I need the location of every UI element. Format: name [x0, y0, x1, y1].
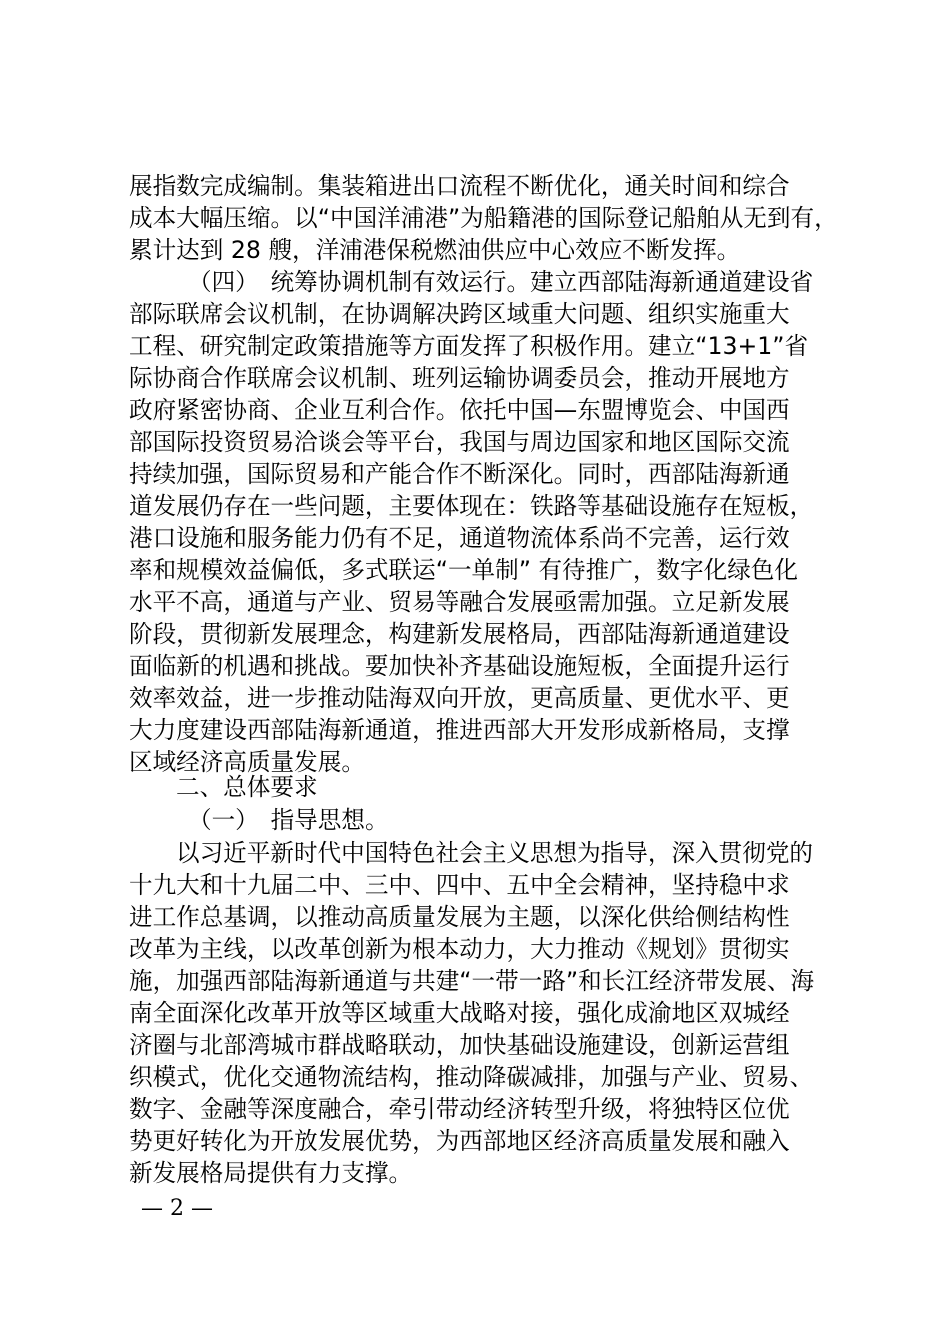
text-line: 十九大和十九届二中、三中、四中、五中全会精神，坚持稳中求 — [129, 871, 790, 899]
text-line: 成本大幅压缩。以“中国洋浦港”为船籍港的国际登记船舶从无到有， — [129, 204, 838, 232]
text-line: 济圈与北部湾城市群战略联动，加快基础设施建设，创新运营组 — [129, 1031, 790, 1059]
text-line: 部国际投资贸易洽谈会等平台，我国与周边国家和地区国际交流 — [129, 428, 790, 456]
text-line: 港口设施和服务能力仍有不足，通道物流体系尚不完善，运行效 — [129, 524, 790, 552]
text-line: 新发展格局提供有力支撑。 — [129, 1159, 413, 1187]
section-heading-four: （四） 统筹协调机制有效运行。建立西部陆海新通道建设省 — [188, 268, 814, 296]
text-line: 率和规模效益偏低，多式联运“一单制” 有待推广，数字化绿色化 — [129, 556, 798, 584]
text-line: 水平不高，通道与产业、贸易等融合发展亟需加强。立足新发展 — [129, 588, 790, 616]
text-line: 改革为主线，以改革创新为根本动力，大力推动《规划》贯彻实 — [129, 935, 790, 963]
text-line: 阶段，贯彻新发展理念，构建新发展格局，西部陆海新通道建设 — [129, 620, 790, 648]
text-line: 效率效益，进一步推动陆海双向开放，更高质量、更优水平、更 — [129, 684, 790, 712]
text-line: 持续加强，国际贸易和产能合作不断深化。同时，西部陆海新通 — [129, 460, 790, 488]
text-line: 势更好转化为开放发展优势，为西部地区经济高质量发展和融入 — [129, 1127, 790, 1155]
text-line: 展指数完成编制。集装箱进出口流程不断优化，通关时间和综合 — [129, 172, 790, 200]
text-line: 政府紧密协商、企业互利合作。依托中国—东盟博览会、中国西 — [129, 396, 790, 424]
text-line: 累计达到 28 艘，洋浦港保税燃油供应中心效应不断发挥。 — [129, 236, 741, 264]
text-line: 面临新的机遇和挑战。要加快补齐基础设施短板，全面提升运行 — [129, 652, 790, 680]
text-line: 工程、研究制定政策措施等方面发挥了积极作用。建立“13+1”省 — [129, 332, 809, 360]
text-line: 部际联席会议机制，在协调解决跨区域重大问题、组织实施重大 — [129, 300, 790, 328]
text-line: 进工作总基调，以推动高质量发展为主题，以深化供给侧结构性 — [129, 903, 790, 931]
text-line: 际协商合作联席会议机制、班列运输协调委员会，推动开展地方 — [129, 364, 790, 392]
text-line: 大力度建设西部陆海新通道，推进西部大开发形成新格局，支撑 — [129, 716, 790, 744]
text-line: 区域经济高质量发展。 — [129, 748, 365, 776]
text-line: 织模式，优化交通物流结构，推动降碳减排，加强与产业、贸易、 — [129, 1063, 814, 1091]
text-line: 南全面深化改革开放等区域重大战略对接，强化成渝地区双城经 — [129, 999, 790, 1027]
subsection-heading-guiding-ideology: （一） 指导思想。 — [188, 806, 389, 834]
text-line: 数字、金融等深度融合，牵引带动经济转型升级，将独特区位优 — [129, 1095, 790, 1123]
text-line: 施，加强西部陆海新通道与共建“一带一路”和长江经济带发展、海 — [129, 967, 815, 995]
paragraph-first-line: 以习近平新时代中国特色社会主义思想为指导，深入贯彻党的 — [176, 839, 814, 867]
text-line: 道发展仍存在一些问题，主要体现在：铁路等基础设施存在短板， — [129, 492, 814, 520]
page-number: — 2 — — [141, 1196, 213, 1221]
section-heading-general-requirements: 二、总体要求 — [176, 773, 318, 801]
